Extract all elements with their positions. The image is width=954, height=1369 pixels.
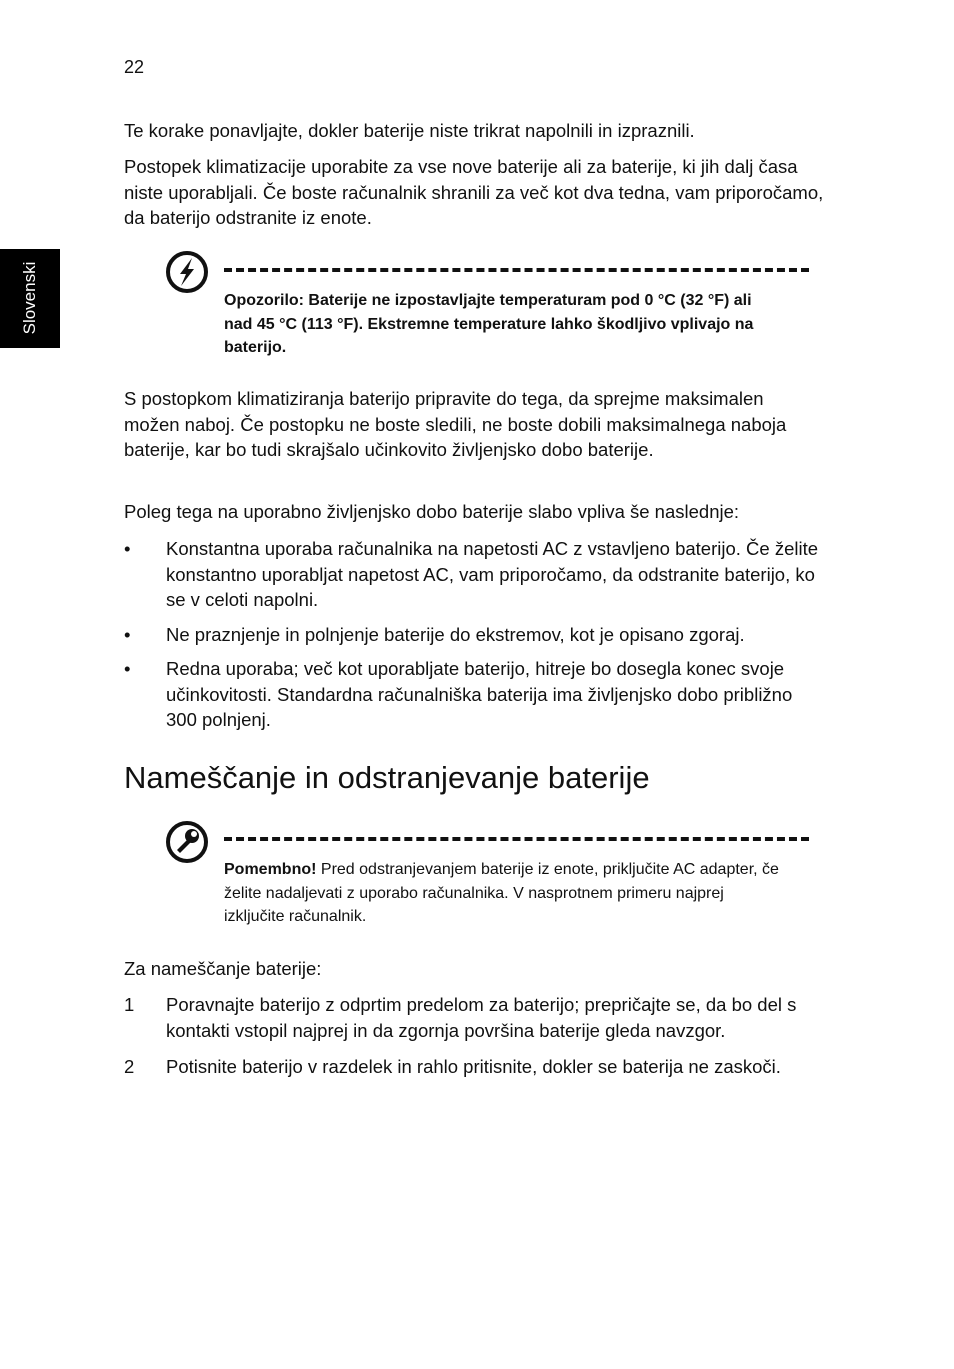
step-number: 2 [124, 1056, 135, 1077]
install-steps-list [124, 992, 824, 1080]
list-item [124, 1054, 824, 1080]
list-item-text: Ne praznjenje in polnjenje baterije do ekstremov, kot je opisano zgoraj. [166, 623, 745, 645]
list-item-text: Konstantna uporaba računalnika na napetosti AC z vstavljeno baterijo. Če želite konstantno uporabljat napetost AC, vam priporočamo, da odstranite baterijo, ko se v celoti napolni. [166, 538, 819, 610]
important-body: Pred odstranjevanjem baterije iz enote, priključite AC adapter, če želite nadaljevati z uporabo računalnika. V nasprotnem primeru najprej izključite računalnik. [224, 861, 779, 925]
list-item [124, 622, 824, 648]
bullet-marker: • [124, 623, 131, 645]
bullet-marker: • [124, 658, 131, 679]
step-number: 1 [124, 994, 135, 1015]
wrench-important-icon [165, 820, 209, 864]
warning-text: Opozorilo: Baterije ne izpostavljajte temperaturam pod 0 °C (32 °F) ali nad 45 °C (113 °F). Ekstremne temperature lahko škodljivo vplivajo na baterijo. [224, 292, 754, 356]
page-number: 22 [124, 57, 145, 77]
warning-divider [224, 268, 809, 272]
paragraph-conditioning-usage: Postopek klimatizacije uporabite za vse nove baterije ali za baterije, ki jih dalj časa niste uporabljali. Če boste računalnik shranili za več kot dva tedna, vam priporočamo, da baterijo odstranite iz enote. [124, 156, 824, 228]
paragraph-install-intro: Za nameščanje baterije: [124, 958, 322, 979]
list-item-text: Potisnite baterijo v razdelek in rahlo pritisnite, dokler se baterija ne zaskoči. [166, 1056, 781, 1077]
important-text [224, 858, 784, 929]
list-item [124, 992, 824, 1043]
language-side-tab [0, 249, 60, 348]
list-item [124, 536, 824, 613]
list-item [124, 656, 824, 733]
list-item-text: Poravnajte baterijo z odprtim predelom za baterijo; prepričajte se, da bo del s kontakti vstopil najprej in da zgornja površina baterije gleda navzgor. [166, 994, 797, 1041]
paragraph-conditioning-purpose: S postopkom klimatiziranja baterijo pripravite do tega, da sprejme maksimalen možen naboj. Če postopku ne boste sledili, ne boste dobili maksimalnega naboja baterije, kar bo tudi skrajšalo učinkovito življenjsko dobo baterije. [124, 388, 787, 460]
lifespan-factor-list [124, 536, 824, 733]
important-divider [224, 837, 809, 841]
section-heading: Nameščanje in odstranjevanje baterije [124, 760, 650, 795]
side-tab-label: Slovenski [20, 261, 39, 335]
paragraph-repeat-steps: Te korake ponavljajte, dokler baterije niste trikrat napolnili in izpraznili. [124, 120, 695, 141]
bullet-marker: • [124, 538, 131, 559]
important-label: Pomembno! [224, 861, 317, 878]
paragraph-lifespan-factors: Poleg tega na uporabno življenjsko dobo baterije slabo vpliva še naslednje: [124, 501, 740, 522]
lightning-warning-icon [165, 250, 209, 294]
list-item-text: Redna uporaba; več kot uporabljate baterijo, hitreje bo dosegla konec svoje učinkovitosti. Standardna računalniška baterija ima življenjsko dobo približno 300 polnjenj. [166, 658, 793, 730]
